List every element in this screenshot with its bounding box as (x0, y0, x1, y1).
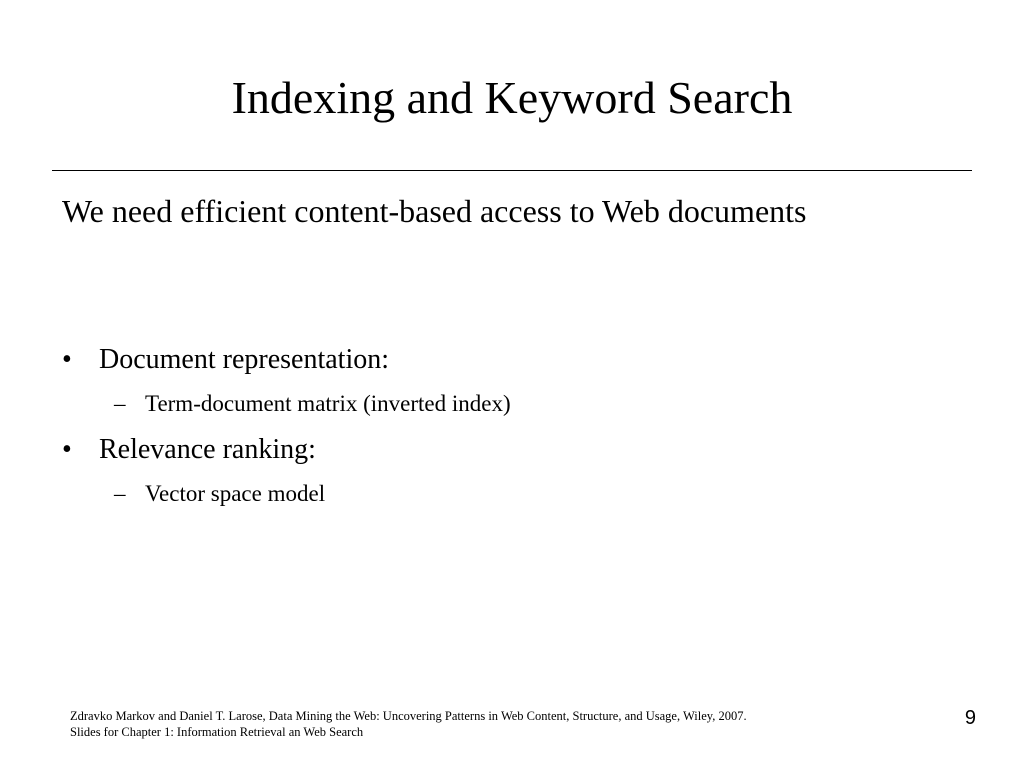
sub-bullet-list (62, 474, 962, 514)
sub-bullet-text: Vector space model (145, 481, 326, 506)
footer-line-chapter: Slides for Chapter 1: Information Retrieval an Web Search (70, 725, 364, 739)
sub-bullet-item (62, 384, 962, 424)
title-divider (52, 170, 972, 171)
intro-text: We need efficient content-based access to Web documents (62, 193, 807, 229)
sub-bullet-item (62, 474, 962, 514)
footer-line-citation: Zdravko Markov and Daniel T. Larose, Data Mining the Web: Uncovering Patterns in Web Content, Structure, and Usage, Wiley, 2007. (70, 709, 747, 723)
bullet-item (62, 426, 962, 474)
sub-bullet-marker: – (114, 481, 126, 506)
footer-citation (70, 708, 747, 740)
bullet-text: Relevance ranking: (99, 434, 316, 465)
sub-bullet-group (62, 384, 962, 424)
sub-bullet-list (62, 384, 962, 424)
sub-bullet-group (62, 474, 962, 514)
bullet-list (62, 336, 962, 516)
page-number: 9 (964, 707, 976, 729)
bullet-item (62, 336, 962, 384)
bullet-marker: • (62, 344, 72, 375)
sub-bullet-text: Term-document matrix (inverted index) (145, 391, 511, 416)
sub-bullet-marker: – (114, 391, 126, 416)
bullet-marker: • (62, 434, 72, 465)
slide-title: Indexing and Keyword Search (231, 72, 793, 123)
bullet-text: Document representation: (99, 344, 390, 375)
